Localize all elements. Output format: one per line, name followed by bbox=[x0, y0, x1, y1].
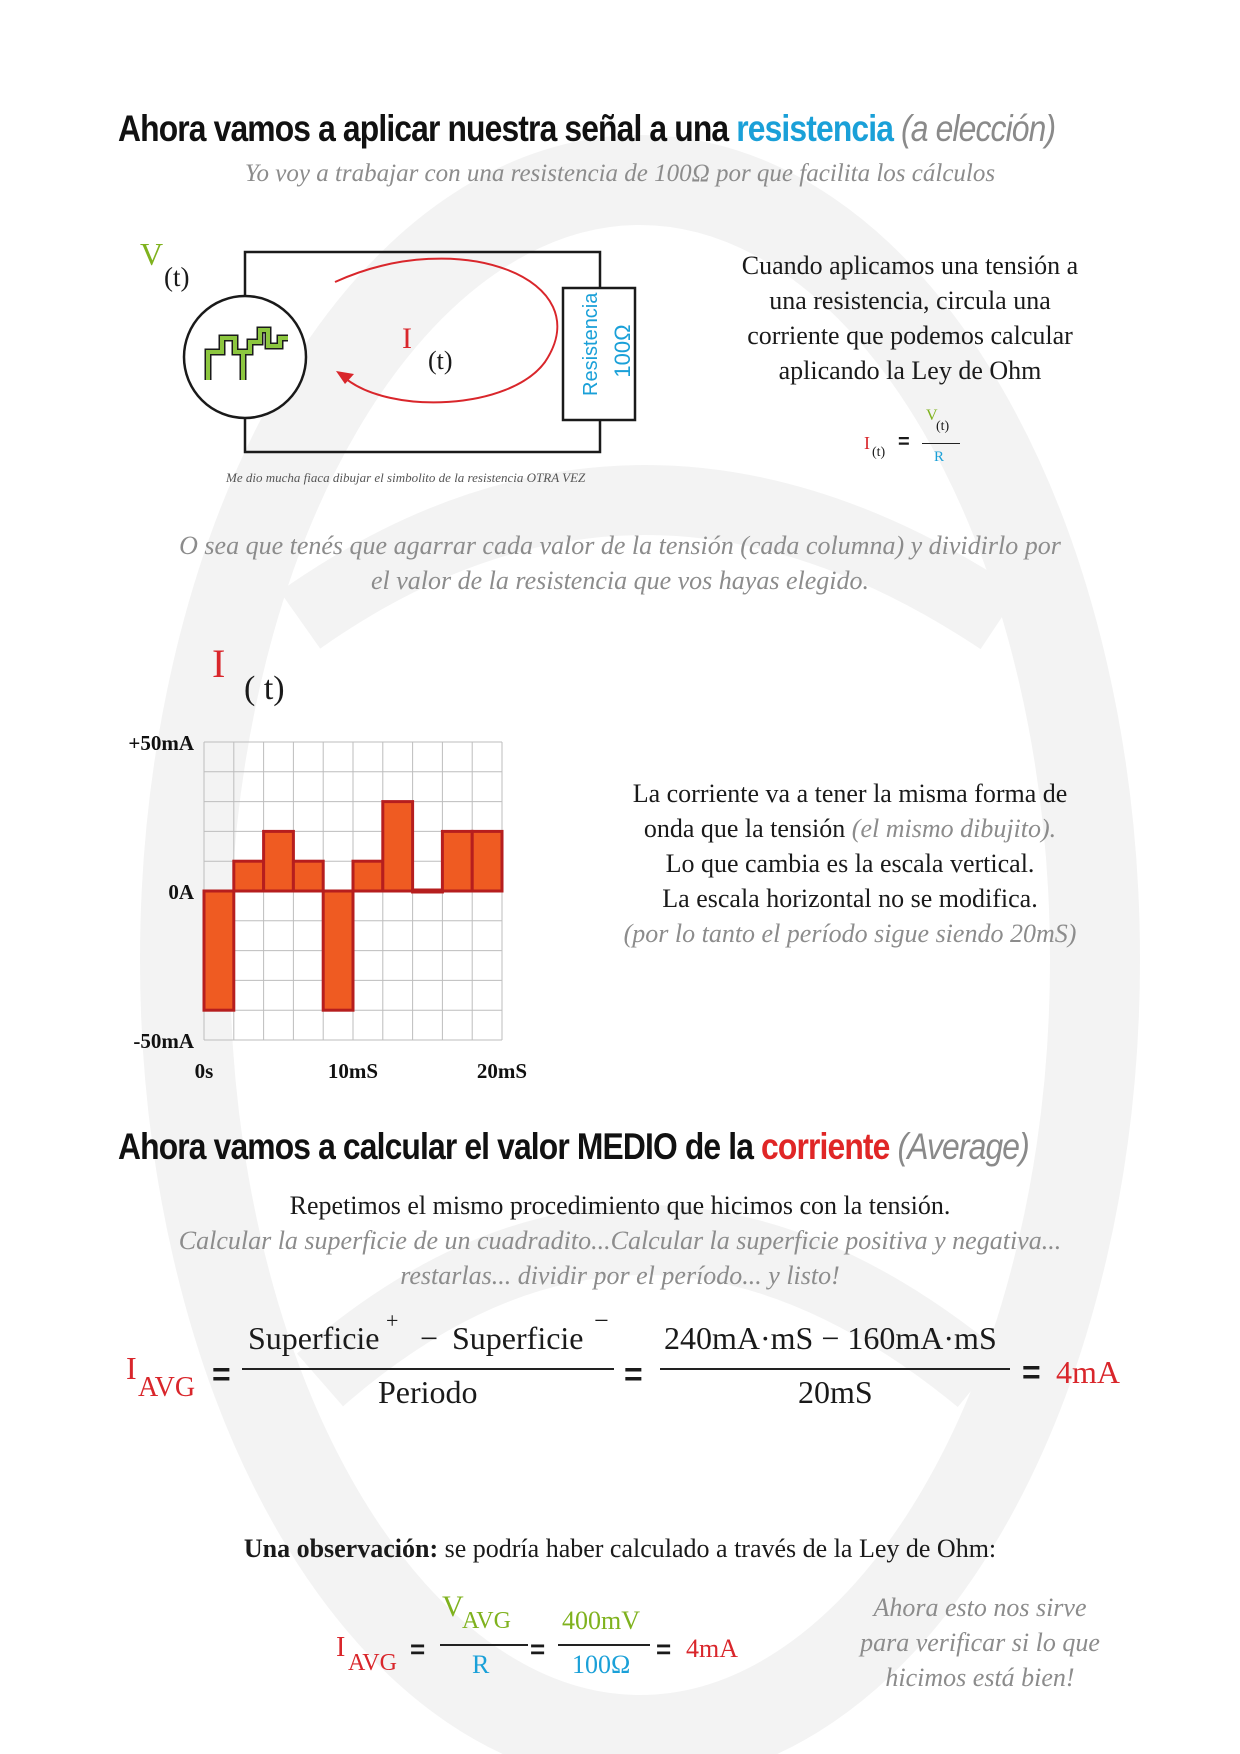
current-bar bbox=[293, 861, 323, 891]
y-tick-label: +50mA bbox=[128, 731, 194, 755]
x-tick-label: 0s bbox=[194, 1059, 214, 1083]
current-bar bbox=[442, 831, 472, 891]
resistor-name: Resistencia bbox=[580, 292, 602, 396]
chart-explanation: La corriente va a tener la misma forma de onda que la tensión (el mismo dibujito). Lo que cambia es la escala vertical. La escala horizontal no se modifica. (por lo tanto el período sigue siendo 20mS) bbox=[623, 779, 1077, 948]
x-tick-label: 20mS bbox=[476, 1059, 528, 1083]
circuit-caption: Me dio mucha fiaca dibujar el simbolito de la resistencia OTRA VEZ bbox=[226, 470, 586, 485]
chart-title-i: I bbox=[212, 641, 226, 686]
current-bar bbox=[204, 891, 234, 1010]
ohm-explanation: Cuando aplicamos una tensión a una resistencia, circula una corriente que podemos calcular aplicando la Ley de Ohm bbox=[741, 251, 1079, 385]
side-note: Ahora esto nos sirve para verificar si lo que hicimos está bien! bbox=[860, 1593, 1100, 1692]
x-tick-label: 10mS bbox=[327, 1059, 379, 1083]
resistor-value: 100Ω bbox=[610, 324, 635, 378]
ohm-avg-formula: I AVG = V AVG R = 400mV 100Ω = 4mA bbox=[336, 1590, 738, 1679]
current-bar bbox=[472, 831, 502, 891]
current-bar bbox=[353, 861, 383, 891]
avg-formula: I AVG = Superficie + − Superficie − Periodo = 240mA·mS − 160mA·mS 20mS = 4mA bbox=[126, 1306, 1120, 1410]
current-bar bbox=[323, 891, 353, 1010]
section2-title: Ahora vamos a calcular el valor MEDIO de la corriente (Average) bbox=[118, 1126, 1029, 1167]
section1-subtitle: Yo voy a trabajar con una resistencia de 100Ω por que facilita los cálculos bbox=[244, 160, 996, 187]
y-tick-label: 0A bbox=[168, 880, 194, 904]
ohm-formula-small: I (t) = V (t) R bbox=[860, 405, 1000, 475]
y-tick-label: -50mA bbox=[133, 1029, 194, 1053]
source-label-t: (t) bbox=[164, 262, 190, 292]
section2-text: Repetimos el mismo procedimiento que hicimos con la tensión. Calcular la superficie de un cuadradito...Calcular la superficie positiva y negativa... restarlas... dividir por el período... y listo! bbox=[178, 1191, 1062, 1290]
current-label-i: I bbox=[402, 322, 412, 355]
chart-title-t: ( t) bbox=[244, 670, 285, 707]
title-highlight-corriente: corriente bbox=[761, 1126, 890, 1167]
current-bar bbox=[234, 861, 264, 891]
observation: Una observación: se podría haber calculado a través de la Ley de Ohm: bbox=[243, 1534, 997, 1563]
source-label-v: V bbox=[140, 236, 164, 272]
instruction-text: O sea que tenés que agarrar cada valor de la tensión (cada columna) y dividirlo por el valor de la resistencia que vos hayas elegido. bbox=[179, 531, 1061, 595]
section1-title: Ahora vamos a aplicar nuestra señal a una resistencia (a elección) bbox=[118, 108, 1056, 149]
current-bar bbox=[413, 890, 443, 892]
current-label-t: (t) bbox=[428, 346, 453, 375]
title-highlight-resistencia: resistencia bbox=[736, 108, 894, 149]
current-chart bbox=[100, 720, 550, 1100]
current-bar bbox=[264, 831, 294, 891]
current-bar bbox=[383, 802, 413, 891]
resistor-label bbox=[575, 292, 645, 396]
